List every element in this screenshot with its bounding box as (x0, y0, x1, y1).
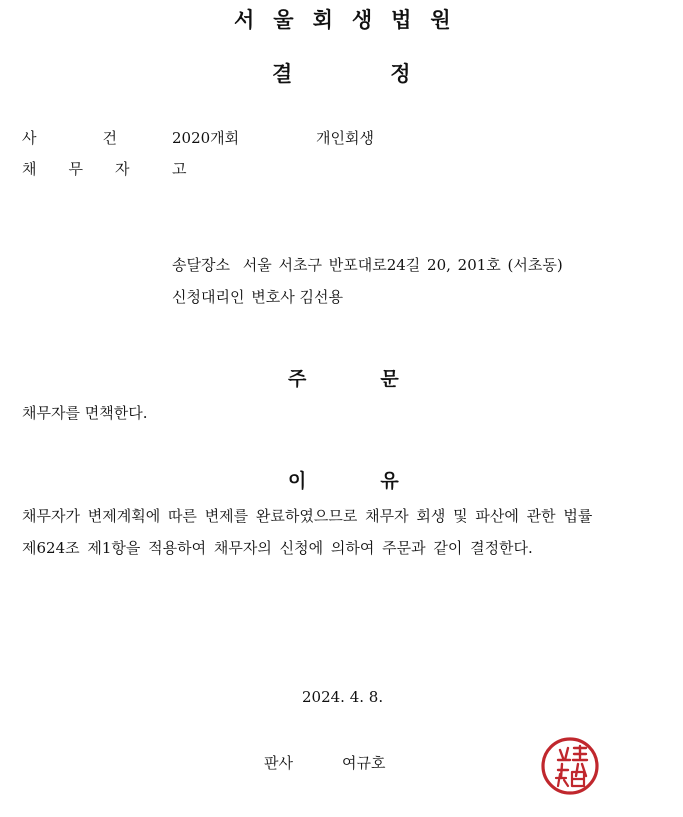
case-number: 2020개회 (172, 129, 240, 147)
case-label-text: 사건 (22, 129, 183, 147)
court-name-text: 서울회생법원 (234, 8, 470, 32)
document-title (272, 58, 509, 88)
court-name (234, 4, 470, 34)
service-address-row (172, 256, 563, 274)
judge-name: 여규호 (342, 754, 386, 772)
agent-label: 신청대리인 (172, 288, 245, 306)
order-heading (288, 364, 473, 391)
case-type: 개인회생 (316, 129, 374, 147)
judge-seal-stamp (538, 734, 602, 798)
decision-date: 2024. 4. 8. (302, 688, 384, 706)
reason-heading-text: 이유 (288, 470, 473, 492)
service-address: 서울 서초구 반포대로24길 20, 201호 (서초동) (242, 256, 563, 274)
seal-mark (543, 739, 597, 793)
debtor-name: 고 (172, 160, 187, 178)
judge-label: 판사 (264, 754, 293, 772)
service-label: 송달장소 (172, 256, 230, 274)
agent-row (172, 288, 343, 306)
reason-heading (288, 466, 473, 493)
document-title-text: 결정 (272, 62, 509, 86)
order-text: 채무자를 면책한다. (22, 404, 148, 422)
debtor-label: 채무자 (22, 160, 162, 178)
agent-value: 변호사 김선용 (251, 288, 343, 306)
reason-line-2: 제624조 제1항을 적용하여 채무자의 신청에 의하여 주문과 같이 결정한다. (22, 539, 533, 557)
case-label (22, 129, 183, 147)
order-heading-text: 주문 (288, 368, 473, 390)
reason-line-1: 채무자가 변제계획에 따른 변제를 완료하였으므로 채무자 회생 및 파산에 관한 법률 (22, 507, 593, 525)
